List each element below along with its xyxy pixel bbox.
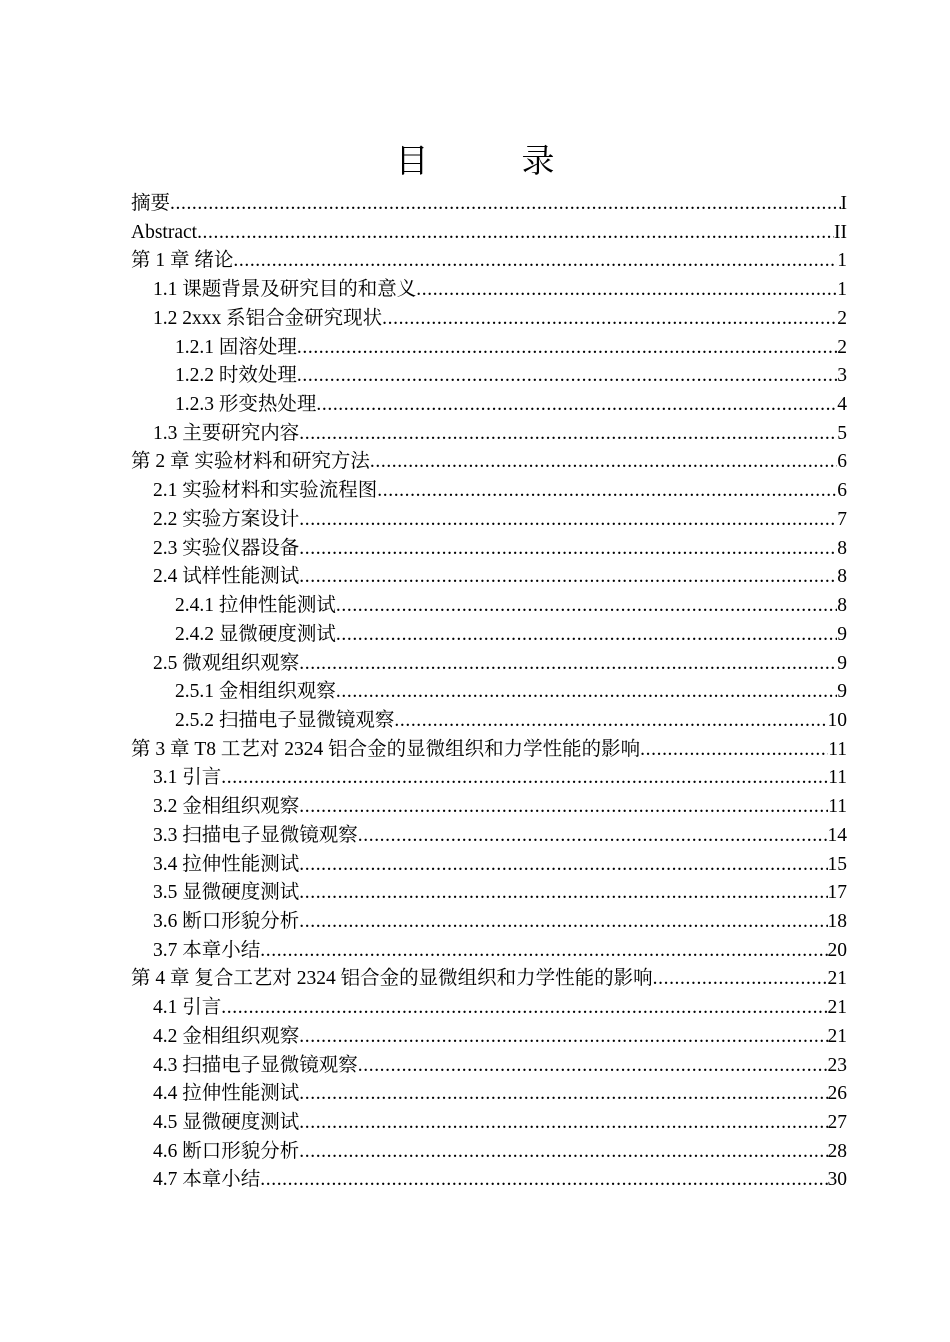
toc-entry[interactable] xyxy=(131,994,847,1023)
toc-entry-page-number: 6 xyxy=(837,480,847,502)
toc-entry[interactable] xyxy=(131,707,847,736)
toc-entry-page-number: 15 xyxy=(827,853,847,875)
dot-leader xyxy=(336,621,837,650)
toc-entry-label: 摘要 xyxy=(131,193,171,214)
toc-entry-label: 2.2 实验方案设计 xyxy=(153,508,300,530)
toc-entry-label: 3.7 本章小结 xyxy=(153,939,261,961)
toc-entry-page-number: 3 xyxy=(837,365,847,387)
toc-entry[interactable] xyxy=(131,908,847,937)
toc-entry-label: 3.6 断口形貌分析 xyxy=(153,910,300,932)
toc-entry[interactable] xyxy=(131,1080,847,1109)
toc-entry[interactable] xyxy=(131,621,847,650)
toc-entry-page-number: 11 xyxy=(828,796,847,818)
dot-leader xyxy=(370,448,837,477)
toc-entry-label: 第 1 章 绪论 xyxy=(131,250,234,272)
toc-entry[interactable] xyxy=(131,937,847,966)
toc-entry-page-number: 8 xyxy=(837,537,847,559)
dot-leader xyxy=(299,1109,827,1138)
toc-entry[interactable] xyxy=(131,822,847,851)
dot-leader xyxy=(299,793,828,822)
toc-entry-page-number: 21 xyxy=(827,968,847,990)
toc-entry-page-number: 27 xyxy=(827,1112,847,1133)
toc-entry-label: 1.3 主要研究内容 xyxy=(153,422,300,444)
dot-leader xyxy=(221,764,828,793)
toc-entry-page-number: 21 xyxy=(827,1025,847,1047)
toc-entry-label: 3.4 拉伸性能测试 xyxy=(153,853,300,875)
toc-entry[interactable] xyxy=(131,247,847,276)
toc-entry[interactable] xyxy=(131,477,847,506)
toc-entry-label: 4.6 断口形貌分析 xyxy=(153,1140,300,1162)
toc-entry[interactable] xyxy=(131,362,847,391)
toc-entry[interactable] xyxy=(131,1138,847,1167)
toc-entry[interactable] xyxy=(131,736,847,765)
toc-entry-label: 3.2 金相组织观察 xyxy=(153,796,300,818)
toc-entry-label: 1.2.2 时效处理 xyxy=(175,365,297,387)
toc-entry-page-number: 7 xyxy=(837,508,847,530)
toc-entry[interactable] xyxy=(131,420,847,449)
toc-entry[interactable] xyxy=(131,506,847,535)
toc-entry[interactable] xyxy=(131,219,847,248)
toc-entry-page-number: 4 xyxy=(837,394,847,416)
toc-entry[interactable] xyxy=(131,793,847,822)
dot-leader xyxy=(299,851,827,880)
toc-entry-page-number: 14 xyxy=(827,824,847,846)
toc-entry-page-number: 21 xyxy=(827,997,847,1019)
toc-entry[interactable] xyxy=(131,650,847,679)
toc-entry[interactable] xyxy=(131,592,847,621)
toc-entry[interactable] xyxy=(131,851,847,880)
dot-leader xyxy=(316,391,837,420)
toc-entry-page-number: 2 xyxy=(837,307,847,329)
dot-leader xyxy=(336,592,837,621)
toc-entry[interactable] xyxy=(131,448,847,477)
toc-entry-page-number: 26 xyxy=(827,1083,847,1105)
toc-entry-page-number: 9 xyxy=(837,623,847,645)
toc-entry-label: 4.2 金相组织观察 xyxy=(153,1025,300,1047)
toc-entry-label: 2.5.2 扫描电子显微镜观察 xyxy=(175,709,395,731)
dot-leader xyxy=(170,190,840,219)
toc-entry[interactable] xyxy=(131,678,847,707)
toc-entry[interactable] xyxy=(131,879,847,908)
toc-entry-page-number: 11 xyxy=(828,738,847,760)
toc-entry-label: 4.1 引言 xyxy=(153,997,222,1019)
toc-entry-page-number: 18 xyxy=(827,910,847,932)
dot-leader xyxy=(653,965,828,994)
dot-leader xyxy=(297,334,837,363)
toc-entry[interactable] xyxy=(131,1109,847,1138)
dot-leader xyxy=(260,937,827,966)
toc-entry-label: 3.1 引言 xyxy=(153,767,222,789)
toc-entry[interactable] xyxy=(131,535,847,564)
toc-entry-label: 1.1 课题背景及研究目的和意义 xyxy=(153,279,417,301)
toc-entry-page-number: 30 xyxy=(827,1169,847,1191)
toc-entry[interactable] xyxy=(131,1166,847,1195)
toc-entry[interactable] xyxy=(131,563,847,592)
dot-leader xyxy=(299,1138,827,1167)
toc-entry-label: 1.2.1 固溶处理 xyxy=(175,336,297,358)
toc-entry-label: 第 2 章 实验材料和研究方法 xyxy=(131,451,370,473)
toc-entry-page-number: 1 xyxy=(837,250,847,272)
toc-entry-page-number: 9 xyxy=(837,652,847,674)
toc-entry[interactable] xyxy=(131,764,847,793)
toc-entry-page-number: 9 xyxy=(837,681,847,703)
toc-entry[interactable] xyxy=(131,334,847,363)
toc-entry-page-number: 11 xyxy=(828,767,847,789)
dot-leader xyxy=(221,994,827,1023)
toc-entry-label: 2.1 实验材料和实验流程图 xyxy=(153,480,378,502)
toc-entry-label: 1.2 2xxx 系铝合金研究现状 xyxy=(153,307,383,329)
toc-entry-label: 1.2.3 形变热处理 xyxy=(175,394,317,416)
toc-entry-page-number: 8 xyxy=(837,595,847,617)
toc-entry-page-number: 8 xyxy=(837,566,847,588)
dot-leader xyxy=(299,1080,827,1109)
dot-leader xyxy=(358,822,828,851)
toc-entry-label: 2.5 微观组织观察 xyxy=(153,652,300,674)
toc-entry-page-number: 5 xyxy=(837,422,847,444)
toc-entry-page-number: 10 xyxy=(827,709,847,731)
dot-leader xyxy=(394,707,827,736)
dot-leader xyxy=(233,247,837,276)
page-title: 目 录 xyxy=(395,144,585,180)
toc-entry-page-number: I xyxy=(840,193,847,214)
dot-leader xyxy=(299,879,827,908)
toc-entry-label: 4.4 拉伸性能测试 xyxy=(153,1083,300,1105)
toc-entry[interactable] xyxy=(131,391,847,420)
toc-entry-page-number: 2 xyxy=(837,336,847,358)
dot-leader xyxy=(336,678,837,707)
toc-entry-label: 2.5.1 金相组织观察 xyxy=(175,681,336,703)
dot-leader xyxy=(640,736,828,765)
dot-leader xyxy=(260,1166,827,1195)
toc-entry-page-number: 20 xyxy=(827,939,847,961)
toc-entry-page-number: II xyxy=(834,221,847,243)
toc-entry[interactable] xyxy=(131,1052,847,1081)
table-of-contents xyxy=(131,190,847,1195)
dot-leader xyxy=(358,1052,828,1081)
toc-entry[interactable] xyxy=(131,305,847,334)
toc-entry-label: 3.3 扫描电子显微镜观察 xyxy=(153,824,358,846)
toc-entry[interactable] xyxy=(131,965,847,994)
dot-leader xyxy=(377,477,837,506)
dot-leader xyxy=(299,535,837,564)
toc-entry-label: 第 4 章 复合工艺对 2324 铝合金的显微组织和力学性能的影响 xyxy=(131,968,653,990)
toc-entry-page-number: 28 xyxy=(827,1140,847,1162)
toc-entry-label: 4.5 显微硬度测试 xyxy=(153,1112,300,1133)
dot-leader xyxy=(299,650,837,679)
dot-leader xyxy=(416,276,837,305)
toc-entry-label: 2.3 实验仪器设备 xyxy=(153,537,300,559)
toc-entry[interactable] xyxy=(131,276,847,305)
dot-leader xyxy=(299,908,827,937)
dot-leader xyxy=(297,362,837,391)
toc-entry-label: 第 3 章 T8 工艺对 2324 铝合金的显微组织和力学性能的影响 xyxy=(131,738,641,760)
dot-leader xyxy=(299,506,837,535)
toc-entry-page-number: 1 xyxy=(837,279,847,301)
toc-entry[interactable] xyxy=(131,190,847,219)
dot-leader xyxy=(197,219,834,248)
toc-entry-page-number: 23 xyxy=(827,1054,847,1076)
toc-entry-label: 2.4.2 显微硬度测试 xyxy=(175,623,336,645)
dot-leader xyxy=(299,563,837,592)
toc-entry-label: 4.7 本章小结 xyxy=(153,1169,261,1191)
toc-entry[interactable] xyxy=(131,1023,847,1052)
dot-leader xyxy=(299,420,837,449)
toc-entry-page-number: 17 xyxy=(827,882,847,904)
toc-entry-label: 3.5 显微硬度测试 xyxy=(153,882,300,904)
toc-entry-label: 4.3 扫描电子显微镜观察 xyxy=(153,1054,358,1076)
toc-entry-label: 2.4.1 拉伸性能测试 xyxy=(175,595,336,617)
toc-entry-label: 2.4 试样性能测试 xyxy=(153,566,300,588)
toc-entry-label: Abstract xyxy=(131,221,198,243)
dot-leader xyxy=(299,1023,827,1052)
toc-entry-page-number: 6 xyxy=(837,451,847,473)
dot-leader xyxy=(382,305,837,334)
